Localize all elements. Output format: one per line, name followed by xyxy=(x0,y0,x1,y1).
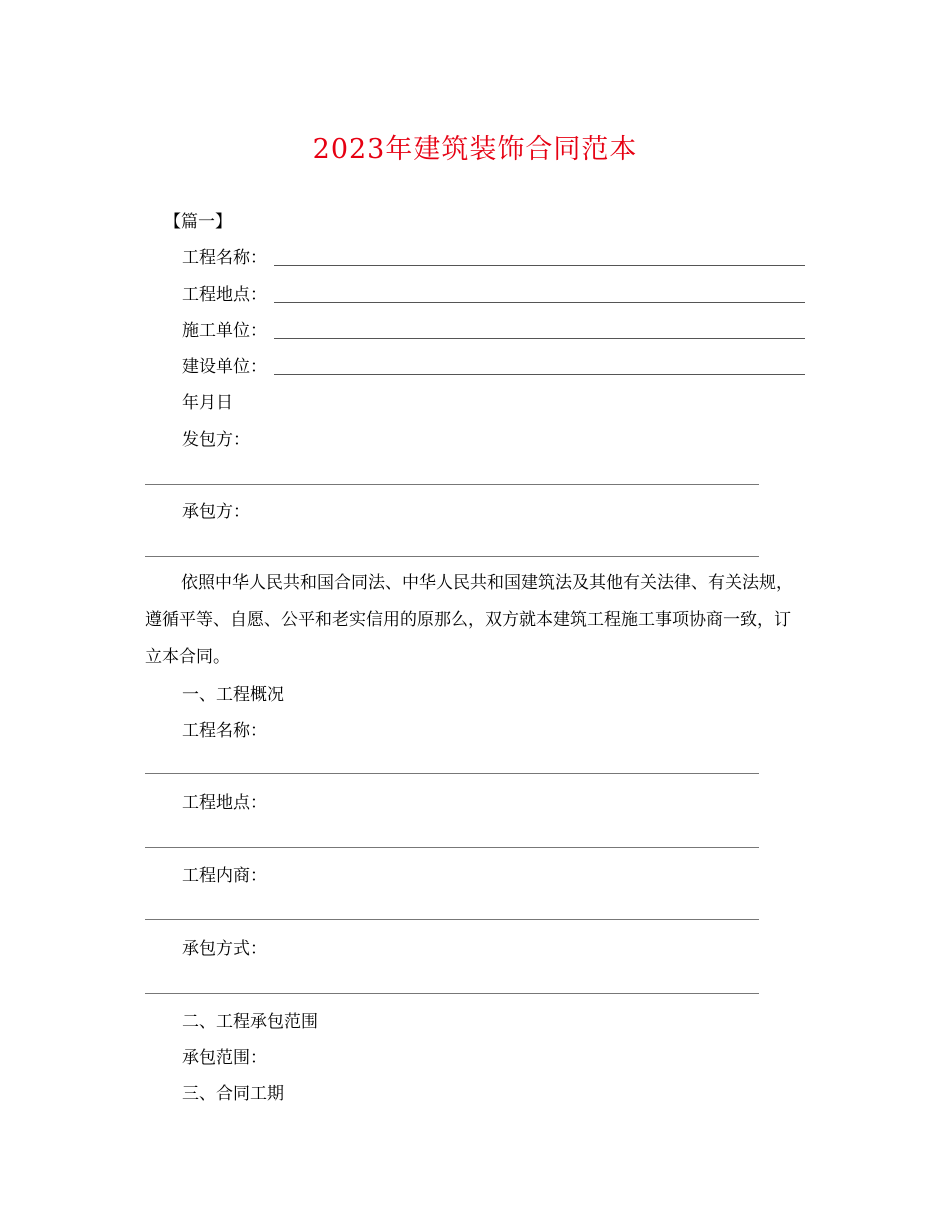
header-field-project-name xyxy=(182,246,267,270)
field-label: 施工单位： xyxy=(182,321,267,341)
blank-line xyxy=(145,773,759,774)
section-1-field-contract-mode: 承包方式： xyxy=(182,939,267,959)
header-field-contractor xyxy=(182,319,267,343)
blank-line xyxy=(145,484,759,485)
field-label: 建设单位： xyxy=(182,357,267,377)
header-field-builder xyxy=(182,355,267,379)
section-label: 【篇一】 xyxy=(164,212,232,232)
blank-line xyxy=(274,302,805,303)
section-2-field-scope: 承包范围： xyxy=(182,1048,267,1068)
blank-line xyxy=(274,265,805,266)
section-1-field-project-location: 工程地点： xyxy=(182,793,267,813)
section-1-heading: 一、工程概况 xyxy=(182,685,284,705)
section-3-heading: 三、合同工期 xyxy=(182,1084,284,1104)
header-field-project-location xyxy=(182,283,267,307)
blank-line xyxy=(145,556,759,557)
section-1-field-project-name: 工程名称： xyxy=(182,721,267,741)
field-label: 工程地点： xyxy=(182,285,267,305)
blank-line xyxy=(274,338,805,339)
blank-line xyxy=(145,993,759,994)
field-label: 工程名称： xyxy=(182,248,267,268)
blank-line xyxy=(274,374,805,375)
blank-line xyxy=(145,919,759,920)
party-b-label: 承包方： xyxy=(182,502,250,522)
intro-paragraph: 依照中华人民共和国合同法、中华人民共和国建筑法及其他有关法律、有关法规，遵循平等、自愿、公平和老实信用的原那么，双方就本建筑工程施工事项协商一致，订立本合同。 xyxy=(145,573,793,667)
party-a-label: 发包方： xyxy=(182,430,250,450)
date-line: 年月日 xyxy=(182,393,233,413)
section-2-heading: 二、工程承包范围 xyxy=(182,1012,318,1032)
blank-line xyxy=(145,847,759,848)
document-title: 2023年建筑装饰合同范本 xyxy=(312,134,638,165)
section-1-field-project-content: 工程内商： xyxy=(182,866,267,886)
